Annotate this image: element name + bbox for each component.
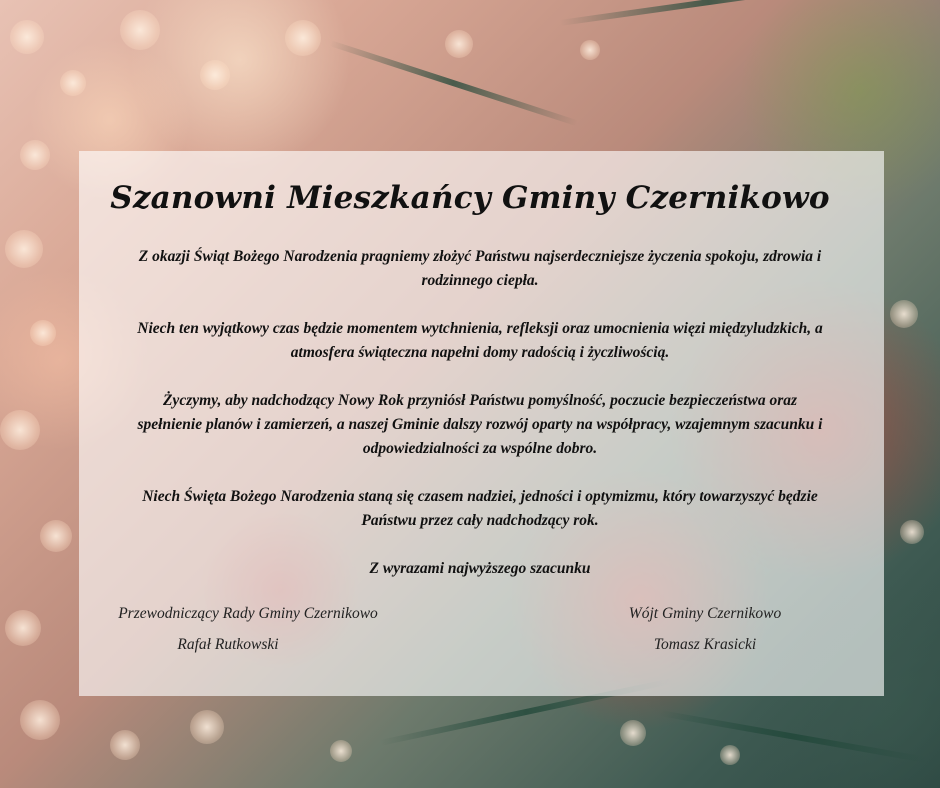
pine-branch (659, 710, 926, 763)
bokeh-light (60, 70, 86, 96)
greeting-paragraph: Z okazji Świąt Bożego Narodzenia pragniemy złożyć Państwu najserdeczniejsze życzenia spokoju, zdrowia i rodzinnego ciepła. (138, 248, 822, 289)
greeting-paragraph: Niech ten wyjątkowy czas będzie momentem wytchnienia, refleksji oraz umocnienia więzi międzyludzkich, a atmosfera świąteczna napełni domy radością i życzliwością. (137, 320, 823, 361)
mayor-role: Wójt Gminy Czernikowo (628, 605, 782, 622)
bokeh-light (30, 320, 56, 346)
bokeh-light (445, 30, 473, 58)
bokeh-light (190, 710, 224, 744)
mayor-name: Tomasz Krasicki (653, 636, 757, 653)
bokeh-light (200, 60, 230, 90)
bokeh-light (10, 20, 44, 54)
bokeh-light (0, 410, 40, 450)
bokeh-light (20, 700, 60, 740)
bokeh-light (620, 720, 646, 746)
bokeh-light (580, 40, 600, 60)
bokeh-light (330, 740, 352, 762)
bokeh-light (720, 745, 740, 765)
bokeh-light (890, 300, 918, 328)
council-chair-name: Rafał Rutkowski (177, 636, 279, 653)
bokeh-light (40, 520, 72, 552)
bokeh-light (285, 20, 321, 56)
bokeh-light (110, 730, 140, 760)
closing-line: Z wyrazami najwyższego szacunku (369, 560, 591, 577)
bokeh-light (120, 10, 160, 50)
pine-branch (560, 0, 858, 26)
greeting-paragraph: Życzymy, aby nadchodzący Nowy Rok przyniósł Państwu pomyślność, poczucie bezpieczeństwa oraz spełnienie planów i zamierzeń, a naszej Gminie dalszy rozwój oparty na współpracy, wzajemnym szacunku i odpowiedzialności za wspólne dobro. (137, 392, 823, 457)
bokeh-light (5, 230, 43, 268)
greeting-paragraph: Niech Święta Bożego Narodzenia staną się czasem nadziei, jedności i optymizmu, który towarzyszyć będzie Państwu przez cały nadchodzący rok. (142, 488, 818, 529)
greeting-title: Szanowni Mieszkańcy Gminy Czernikowo (110, 180, 830, 216)
bokeh-light (20, 140, 50, 170)
bokeh-light (5, 610, 41, 646)
council-chair-role: Przewodniczący Rady Gminy Czernikowo (118, 605, 378, 622)
bokeh-light (900, 520, 924, 544)
